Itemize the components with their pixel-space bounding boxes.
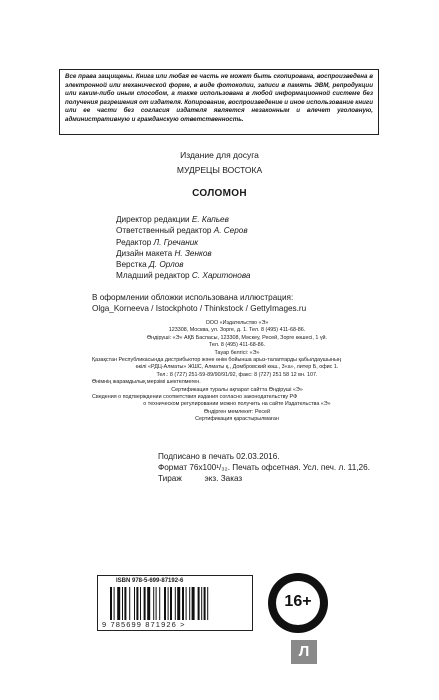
- publisher-info: [92, 320, 382, 424]
- manufacturer-phone: Тел. 8 (495) 411-68-86.: [208, 342, 266, 349]
- logo-icon: Л: [291, 640, 317, 664]
- imprint-type: Издание для досуга: [180, 150, 259, 160]
- signed-date: Подписано в печать 02.03.2016.: [158, 452, 280, 461]
- barcode-bar: [182, 587, 184, 620]
- kz-validity: Өнімнің жарамдылық мерзімі шектелмеген.: [92, 379, 201, 386]
- rights-notice-text: Все права защищены. Книга или любая ее часть не может быть скопирована, воспроизведена в электронной или механической форме, в виде фотокопии, записи в память ЭВМ, репродукции или каким-либо иным способом, а также использована в любой информационной системе без получения разрешения от издателя. Копирование, воспроизведение и иное использование книги или ее части без согласия издателя является незаконным и влечет уголовную, административную и гражданскую ответственность.: [65, 73, 373, 123]
- credit-line: Ответственный редактор А. Серов: [116, 226, 248, 236]
- barcode-bar: [168, 587, 169, 620]
- cover-credit: В оформлении обложки использована иллюстрация: Olga_Korneeva / Istockphoto / Thinkstock / GettyImages.ru: [92, 293, 307, 313]
- series-title: МУДРЕЦЫ ВОСТОКА: [176, 165, 263, 175]
- trademark-line: Тауар белгісі: «Э»: [214, 349, 260, 356]
- publisher-address: 123308, Москва, ул. Зорге, д. 1. Тел. 8 (495) 411-68-86.: [168, 327, 306, 334]
- barcode-digits: 9 785699 871926 >: [102, 620, 186, 629]
- isbn-text: ISBN 978-5-699-87192-6: [116, 578, 184, 584]
- barcode-bar: [147, 587, 150, 620]
- barcode-bar: [140, 587, 141, 620]
- barcode-bar: [198, 587, 200, 620]
- barcode-bar: [156, 587, 157, 620]
- age-rating-badge: [262, 573, 334, 633]
- barcode-bar: [189, 587, 190, 620]
- age-rating-text: 16+: [284, 593, 312, 610]
- barcode-icon: [110, 587, 244, 620]
- barcode-bar: [134, 587, 135, 620]
- kz-distributor-address: өкілі «РДЦ-Алматы» ЖШС, Алматы қ., Домбровский көш., 3«а», литер Б, офис 1.: [135, 364, 339, 371]
- barcode-bar: [114, 587, 115, 620]
- credit-line: Верстка Д. Орлов: [116, 260, 184, 270]
- isbn-barcode: [97, 575, 253, 631]
- book-title: СОЛОМОН: [192, 188, 247, 199]
- barcode-bar: [164, 587, 166, 620]
- print-details: [158, 451, 370, 484]
- barcode-bar: [175, 587, 176, 620]
- barcode-bar: [129, 587, 130, 620]
- kz-distributor-line: Қазақстан Республикасында дистрибьютор және өнім бойынша арыз-талаптарды қабылдаушының: [92, 357, 341, 364]
- barcode-bar: [144, 587, 146, 620]
- barcode-bar: [170, 587, 172, 620]
- barcode-bar: [117, 587, 120, 620]
- kz-distributor-phone: Тел.: 8 (727) 251-59-89/90/91/92, факс: 8 (727) 251 58 12 вн. 107.: [156, 371, 318, 378]
- rights-notice-box: [59, 69, 379, 135]
- manufacturer-line: Өндіруші: «Э» АҚБ Баспасы, 123308, Мәскеу, Ресей, Зорге көшесі, 1 үй.: [146, 334, 328, 341]
- format-line: Формат 76x100¹/₃₂. Печать офсетная. Усл. печ. л. 11,26.: [158, 463, 370, 472]
- credits-list: [116, 214, 250, 282]
- credit-line: Младший редактор С. Харитонова: [116, 271, 251, 281]
- barcode-bar: [110, 587, 112, 620]
- barcode-bar: [204, 587, 206, 620]
- barcode-bar: [201, 587, 202, 620]
- age-badge-icon: [268, 573, 328, 633]
- barcode-bar: [207, 587, 208, 620]
- credit-line: Директор редакции Е. Капьев: [116, 215, 229, 224]
- kz-cert: Сертификация туралы ақпарат сайтта Өндіруші «Э»: [171, 386, 303, 393]
- barcode-bar: [136, 587, 138, 620]
- barcode-bar: [124, 587, 126, 620]
- credit-line: Редактор Л. Гречаник: [116, 237, 199, 247]
- barcode-bar: [177, 587, 180, 620]
- kz-country: Өндірген мемлекет: Ресей: [203, 408, 271, 415]
- barcode-bar: [192, 587, 195, 620]
- barcode-bar: [159, 587, 160, 620]
- kz-cert-not: Сертификация қарастырылмаған: [195, 416, 279, 423]
- credit-line: Дизайн макета Н. Зенков: [116, 248, 212, 258]
- cert-line: Сведения о подтверждении соответствия издания согласно законодательству РФ: [92, 394, 298, 401]
- barcode-bar: [186, 587, 187, 620]
- publisher-name: ООО «Издательство «Э»: [205, 320, 269, 326]
- barcode-bar: [153, 587, 154, 620]
- run-line: Тираж экз. Заказ: [158, 474, 243, 483]
- barcode-bar: [122, 587, 123, 620]
- cert-line: о техническом регулировании можно получить на сайте Издательства «Э»: [143, 401, 331, 408]
